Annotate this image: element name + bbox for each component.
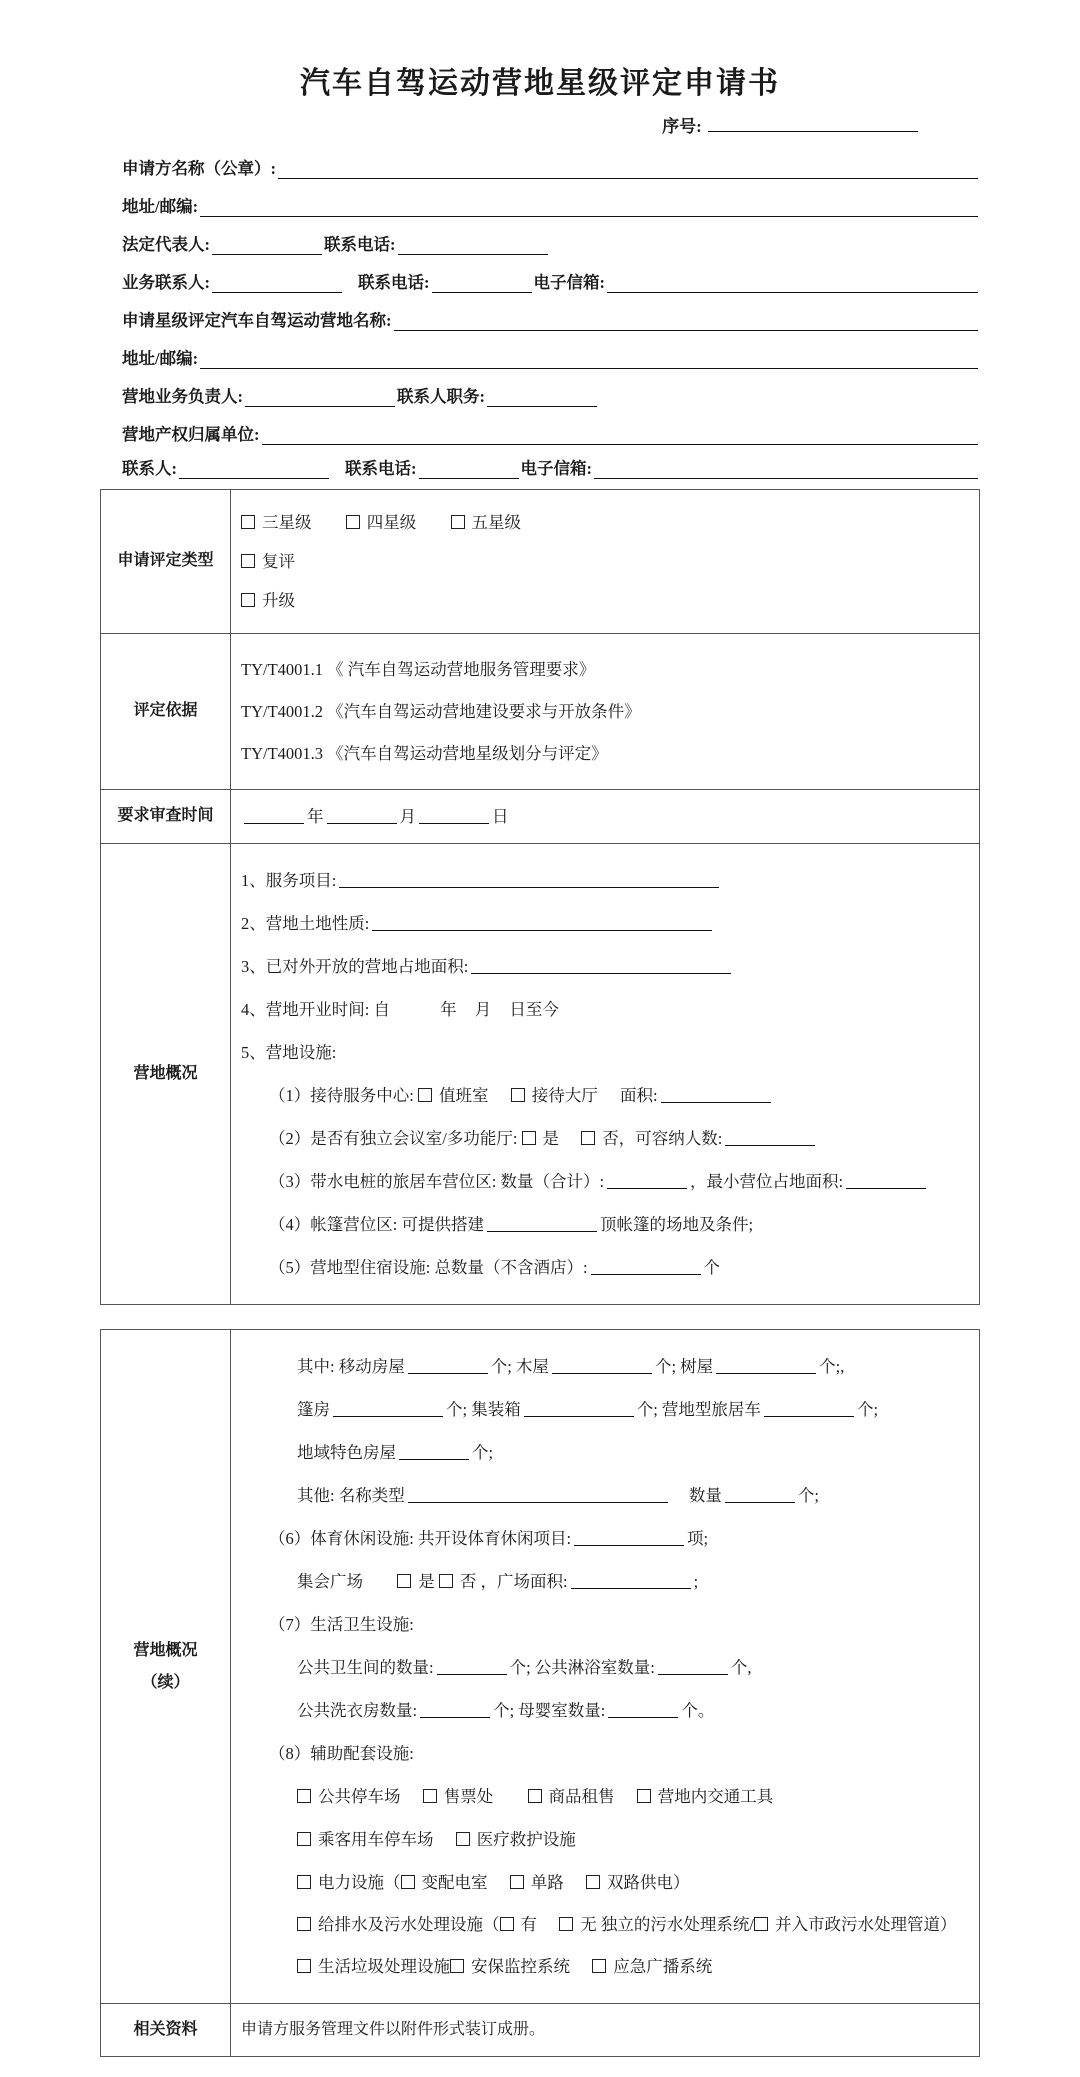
legal-rep-phone-label: 联系电话:	[324, 235, 396, 254]
sub3-prefix: （3）带水电桩的旅居车营位区: 数量（合计）:	[269, 1172, 605, 1191]
owner-contact-phone-blank[interactable]	[419, 462, 519, 479]
checkbox-dual-circuit-icon[interactable]	[586, 1875, 600, 1889]
applicant-name-label: 申请方名称（公章）:	[122, 159, 276, 178]
plaza-prefix: 集会广场	[297, 1572, 363, 1591]
checkbox-meeting-yes-icon[interactable]	[522, 1131, 536, 1145]
aux-row-4	[241, 1909, 969, 1940]
table-row-eval-type	[101, 490, 980, 634]
other-prefix: 其他: 名称类型	[297, 1486, 405, 1505]
field-camp-business-head	[122, 383, 980, 407]
among-unit2: 个; 树屋	[654, 1357, 714, 1376]
sub1-opt1: 值班室	[438, 1086, 489, 1105]
checkbox-plaza-yes-icon[interactable]	[397, 1574, 411, 1588]
overview-item-3	[241, 950, 969, 983]
checkbox-three-star-icon[interactable]	[241, 515, 255, 529]
overview-item-4-month: 月	[474, 1000, 492, 1019]
field-applicant-name	[122, 155, 980, 179]
form-table-part1	[100, 489, 980, 1305]
local-house-blank[interactable]	[399, 1444, 469, 1460]
sub5-prefix: （5）营地型住宿设施: 总数量（不含酒店）:	[269, 1258, 588, 1277]
option-three-star: 三星级	[262, 513, 312, 532]
checkbox-five-star-icon[interactable]	[451, 515, 465, 529]
review-month-unit: 月	[399, 807, 416, 826]
camp-address-zip-label: 地址/邮编:	[122, 349, 199, 368]
among-unit1: 个; 木屋	[490, 1357, 549, 1376]
eval-type-label: 申请评定类型	[101, 490, 231, 634]
sub2-no: 否，可容纳人数:	[602, 1129, 723, 1148]
overview-sub-8	[241, 1737, 969, 1770]
sub1-area-label: 面积:	[619, 1086, 658, 1105]
checkbox-municipal-sewage-icon[interactable]	[754, 1917, 768, 1931]
business-contact-phone-label: 联系电话:	[358, 273, 430, 292]
other-unit: 个;	[797, 1486, 819, 1505]
sub4-count-blank[interactable]	[487, 1216, 597, 1232]
aux-waste-treatment: 生活垃圾处理设施	[318, 1957, 450, 1977]
overview-cont-label-line2: （续）	[141, 1673, 190, 1691]
option-four-star: 四星级	[366, 513, 417, 532]
option-review: 复评	[262, 552, 295, 571]
table-spacer	[100, 1305, 980, 1325]
sub2-yes: 是	[542, 1129, 560, 1148]
sub1-opt2: 接待大厅	[531, 1086, 598, 1105]
overview-item-4	[241, 993, 969, 1026]
overview-item-1-label: 1、服务项目:	[241, 871, 337, 890]
eval-basis-label: 评定依据	[101, 634, 231, 790]
review-year-unit: 年	[307, 807, 324, 826]
aux-substation: 变配电室	[421, 1873, 488, 1892]
table-row-overview-cont	[101, 1330, 980, 2004]
checkbox-passenger-parking-icon[interactable]	[297, 1832, 311, 1846]
checkbox-emergency-broadcast-icon[interactable]	[592, 1959, 606, 1973]
other-qty-label: 数量	[688, 1486, 722, 1505]
aux-passenger-parking: 乘客用车停车场	[318, 1830, 434, 1849]
review-year-blank[interactable]	[244, 808, 304, 824]
field-camp-name	[122, 307, 980, 331]
checkbox-goods-rental-icon[interactable]	[528, 1789, 542, 1803]
contact-position-blank[interactable]	[487, 390, 597, 407]
review-day-unit: 日	[492, 807, 509, 826]
laundry-prefix: 公共洗衣房数量:	[297, 1701, 418, 1720]
table-row-materials	[101, 2004, 980, 2057]
form-table-part2	[100, 1329, 980, 2057]
overview-item-2-blank[interactable]	[372, 915, 712, 931]
overview-sub-6	[241, 1522, 969, 1555]
serial-number-label: 序号:	[662, 117, 702, 136]
laundry-unit: 个; 母婴室数量:	[493, 1701, 606, 1720]
overview-item-5-label: 5、营地设施:	[241, 1043, 337, 1062]
overview-cont-body	[231, 1330, 980, 2004]
eval-type-body	[231, 490, 980, 634]
checkbox-reception-hall-icon[interactable]	[511, 1088, 525, 1102]
checkbox-duty-room-icon[interactable]	[418, 1088, 432, 1102]
camp-name-label: 申请星级评定汽车自驾运动营地名称:	[122, 311, 392, 330]
plaza-area-blank[interactable]	[571, 1573, 691, 1589]
eval-basis-body	[231, 634, 980, 790]
among-line	[241, 1350, 969, 1383]
tent-house-unit3: 个;	[856, 1400, 879, 1419]
plaza-line	[241, 1565, 969, 1598]
among-prefix: 其中: 移动房屋	[297, 1357, 405, 1376]
tent-house-unit1: 个; 集装箱	[446, 1400, 521, 1419]
sub1-area-blank[interactable]	[661, 1087, 771, 1103]
standard-item: TY/T4001.3 《汽车自驾运动营地星级划分与评定》	[241, 744, 608, 763]
aux-municipal: 并入市政污水处理管道）	[774, 1915, 957, 1934]
checkbox-security-monitor-icon[interactable]	[450, 1959, 464, 1973]
owner-contact-label: 联系人:	[122, 459, 177, 478]
business-contact-blank[interactable]	[212, 276, 342, 293]
checkbox-power-facility-icon[interactable]	[297, 1875, 311, 1889]
checkbox-waste-treatment-icon[interactable]	[297, 1959, 311, 1973]
legal-rep-label: 法定代表人:	[122, 235, 210, 254]
eval-type-review-option	[241, 545, 969, 578]
laundry-count-blank[interactable]	[420, 1702, 490, 1718]
aux-ticket-office: 售票处	[443, 1787, 494, 1806]
plaza-no: 否 ，广场面积:	[459, 1572, 568, 1591]
camp-address-zip-blank[interactable]	[200, 352, 978, 369]
checkbox-single-circuit-icon[interactable]	[510, 1875, 524, 1889]
checkbox-substation-icon[interactable]	[401, 1875, 415, 1889]
aux-public-parking: 公共停车场	[318, 1787, 401, 1806]
eval-type-upgrade-option	[241, 584, 969, 617]
overview-item-1-blank[interactable]	[339, 872, 719, 888]
review-time-label: 要求审查时间	[101, 790, 231, 844]
laundry-line	[241, 1694, 969, 1727]
overview-item-1	[241, 864, 969, 897]
nursery-count-blank[interactable]	[608, 1702, 678, 1718]
camp-business-head-blank[interactable]	[245, 390, 395, 407]
table-row-eval-basis	[101, 634, 980, 790]
tent-house-line	[241, 1393, 969, 1426]
business-contact-phone-blank[interactable]	[432, 276, 532, 293]
aux-goods-rental: 商品租售	[548, 1787, 615, 1806]
tent-house-prefix: 篷房	[297, 1400, 330, 1419]
aux-power-prefix: 电力设施（	[318, 1873, 401, 1892]
field-legal-rep	[122, 231, 980, 255]
sub6-prefix: （6）体育休闲设施: 共开设体育休闲项目:	[269, 1529, 572, 1548]
field-camp-address-zip	[122, 345, 980, 369]
review-date-line	[241, 800, 969, 833]
aux-sewage-yes: 有	[520, 1915, 537, 1934]
aux-row-3	[241, 1866, 969, 1899]
sub6-unit: 项;	[687, 1529, 709, 1548]
sub5-count-blank[interactable]	[591, 1259, 701, 1275]
aux-water-prefix: 给排水及污水处理设施（	[318, 1915, 500, 1934]
overview-cont-label	[101, 1330, 231, 2004]
serial-number-row	[100, 112, 920, 137]
sub8-label: （8）辅助配套设施:	[269, 1744, 414, 1763]
standard-item: TY/T4001.1 《 汽车自驾运动营地服务管理要求》	[241, 660, 596, 679]
checkbox-four-star-icon[interactable]	[346, 515, 360, 529]
overview-sub-2	[241, 1122, 969, 1155]
field-owner-contact	[122, 455, 980, 479]
table-row-overview	[101, 844, 980, 1305]
camp-property-owner-label: 营地产权归属单位:	[122, 425, 260, 444]
eval-type-star-options	[241, 506, 969, 539]
sub7-label: （7）生活卫生设施:	[269, 1615, 414, 1634]
among-unit3: 个;,	[819, 1357, 845, 1376]
serial-number-blank[interactable]	[708, 115, 918, 132]
overview-item-3-label: 3、已对外开放的营地占地面积:	[241, 957, 469, 976]
sub2-prefix: （2）是否有独立会议室/多功能厅:	[269, 1129, 518, 1148]
table-row-review-time	[101, 790, 980, 844]
overview-item-3-blank[interactable]	[471, 958, 731, 974]
sub3-mid: ，最小营位占地面积:	[690, 1172, 844, 1191]
aux-power-suffix: ）	[673, 1873, 690, 1892]
aux-sewage-no: 无 独立的污水处理系统/	[580, 1915, 754, 1934]
toilet-line	[241, 1651, 969, 1684]
option-five-star: 五星级	[471, 513, 521, 532]
toilet-prefix: 公共卫生间的数量:	[297, 1658, 434, 1677]
aux-emergency-broadcast: 应急广播系统	[613, 1957, 713, 1977]
overview-item-4-year: 年	[440, 1000, 457, 1019]
mobile-house-blank[interactable]	[408, 1358, 488, 1374]
sub1-prefix: （1）接待服务中心:	[269, 1086, 414, 1105]
other-line	[241, 1479, 969, 1512]
overview-sub-7	[241, 1608, 969, 1641]
checkbox-public-parking-icon[interactable]	[297, 1789, 311, 1803]
sub4-prefix: （4）帐篷营位区: 可提供搭建	[269, 1215, 484, 1234]
checkbox-water-sewage-icon[interactable]	[297, 1917, 311, 1931]
overview-label: 营地概况	[101, 844, 231, 1305]
tree-house-blank[interactable]	[716, 1358, 816, 1374]
plaza-yes: 是	[418, 1572, 435, 1591]
overview-item-5	[241, 1036, 969, 1069]
overview-item-2	[241, 907, 969, 940]
toilet-unit: 个; 公共淋浴室数量:	[509, 1658, 655, 1677]
aux-security-monitor: 安保监控系统	[471, 1957, 570, 1977]
overview-sub-4	[241, 1208, 969, 1241]
field-address-zip	[122, 193, 980, 217]
owner-email-blank[interactable]	[594, 462, 978, 479]
legal-rep-phone-blank[interactable]	[398, 238, 548, 255]
review-time-body	[231, 790, 980, 844]
applicant-name-blank[interactable]	[278, 162, 978, 179]
local-house-line	[241, 1436, 969, 1469]
other-qty-blank[interactable]	[725, 1487, 795, 1503]
camp-business-head-label: 营地业务负责人:	[122, 387, 243, 406]
aux-row-2	[241, 1823, 969, 1856]
business-email-label: 电子信箱:	[533, 273, 605, 292]
tent-house-unit2: 个; 营地型旅居车	[636, 1400, 761, 1419]
business-email-blank[interactable]	[607, 276, 978, 293]
sub5-unit: 个	[703, 1258, 721, 1277]
materials-body: 申请方服务管理文件以附件形式装订成册。	[231, 2004, 980, 2057]
header-fields	[100, 155, 980, 479]
sub2-capacity-blank[interactable]	[725, 1130, 815, 1146]
toilet-count-blank[interactable]	[437, 1659, 507, 1675]
overview-item-2-label: 2、营地土地性质:	[241, 914, 370, 933]
option-upgrade: 升级	[262, 591, 295, 610]
owner-email-label: 电子信箱:	[520, 459, 592, 478]
camp-property-owner-blank[interactable]	[262, 428, 979, 445]
overview-cont-label-line1: 营地概况	[133, 1641, 198, 1659]
overview-item-4-day: 日至今	[509, 1000, 559, 1019]
business-contact-label: 业务联系人:	[122, 273, 210, 292]
owner-contact-phone-label: 联系电话:	[345, 459, 417, 478]
address-zip-blank[interactable]	[200, 200, 978, 217]
laundry-unit2: 个。	[681, 1701, 715, 1720]
field-camp-property-owner	[122, 421, 980, 445]
page-title: 汽车自驾运动营地星级评定申请书	[300, 67, 780, 100]
aux-row-5	[241, 1950, 969, 1983]
field-business-contact	[122, 269, 980, 293]
standard-item: TY/T4001.2 《汽车自驾运动营地建设要求与开放条件》	[241, 702, 641, 721]
aux-row-1	[241, 1780, 969, 1813]
checkbox-medical-rescue-icon[interactable]	[456, 1832, 470, 1846]
checkbox-sewage-yes-icon[interactable]	[500, 1917, 514, 1931]
toilet-unit2: 个,	[730, 1658, 752, 1677]
checkbox-meeting-no-icon[interactable]	[581, 1131, 595, 1145]
owner-contact-blank[interactable]	[179, 462, 329, 479]
address-zip-label: 地址/邮编:	[122, 197, 199, 216]
checkbox-camp-transport-icon[interactable]	[637, 1789, 651, 1803]
other-type-blank[interactable]	[408, 1487, 668, 1503]
aux-camp-transport: 营地内交通工具	[657, 1787, 774, 1806]
contact-position-label: 联系人职务:	[397, 387, 485, 406]
sub3-min-area-blank[interactable]	[846, 1173, 926, 1189]
materials-label: 相关资料	[101, 2004, 231, 2057]
checkbox-plaza-no-icon[interactable]	[439, 1574, 453, 1588]
review-month-blank[interactable]	[327, 808, 397, 824]
sub4-suffix: 顶帐篷的场地及条件;	[599, 1215, 754, 1234]
sub6-count-blank[interactable]	[574, 1530, 684, 1546]
local-house-prefix: 地域特色房屋	[297, 1443, 396, 1462]
overview-sub-1	[241, 1079, 969, 1112]
checkbox-ticket-office-icon[interactable]	[423, 1789, 437, 1803]
overview-sub-5	[241, 1251, 969, 1284]
camp-name-blank[interactable]	[394, 314, 979, 331]
shower-count-blank[interactable]	[658, 1659, 728, 1675]
legal-rep-blank[interactable]	[212, 238, 322, 255]
checkbox-sewage-no-icon[interactable]	[559, 1917, 573, 1931]
aux-medical-rescue: 医疗救护设施	[476, 1830, 576, 1849]
aux-single-circuit: 单路	[530, 1873, 564, 1892]
container-blank[interactable]	[524, 1401, 634, 1417]
tent-house-blank[interactable]	[333, 1401, 443, 1417]
overview-body	[231, 844, 980, 1305]
overview-sub-3	[241, 1165, 969, 1198]
plaza-end: ;	[693, 1572, 699, 1591]
aux-dual-circuit: 双路供电	[607, 1873, 673, 1892]
sub3-count-blank[interactable]	[607, 1173, 687, 1189]
wood-house-blank[interactable]	[552, 1358, 652, 1374]
checkbox-upgrade-icon[interactable]	[241, 593, 255, 607]
local-house-unit: 个;	[472, 1443, 494, 1462]
checkbox-review-icon[interactable]	[241, 554, 255, 568]
camp-rv-blank[interactable]	[764, 1401, 854, 1417]
overview-item-4-label: 4、营地开业时间: 自	[241, 1000, 390, 1019]
review-day-blank[interactable]	[419, 808, 489, 824]
